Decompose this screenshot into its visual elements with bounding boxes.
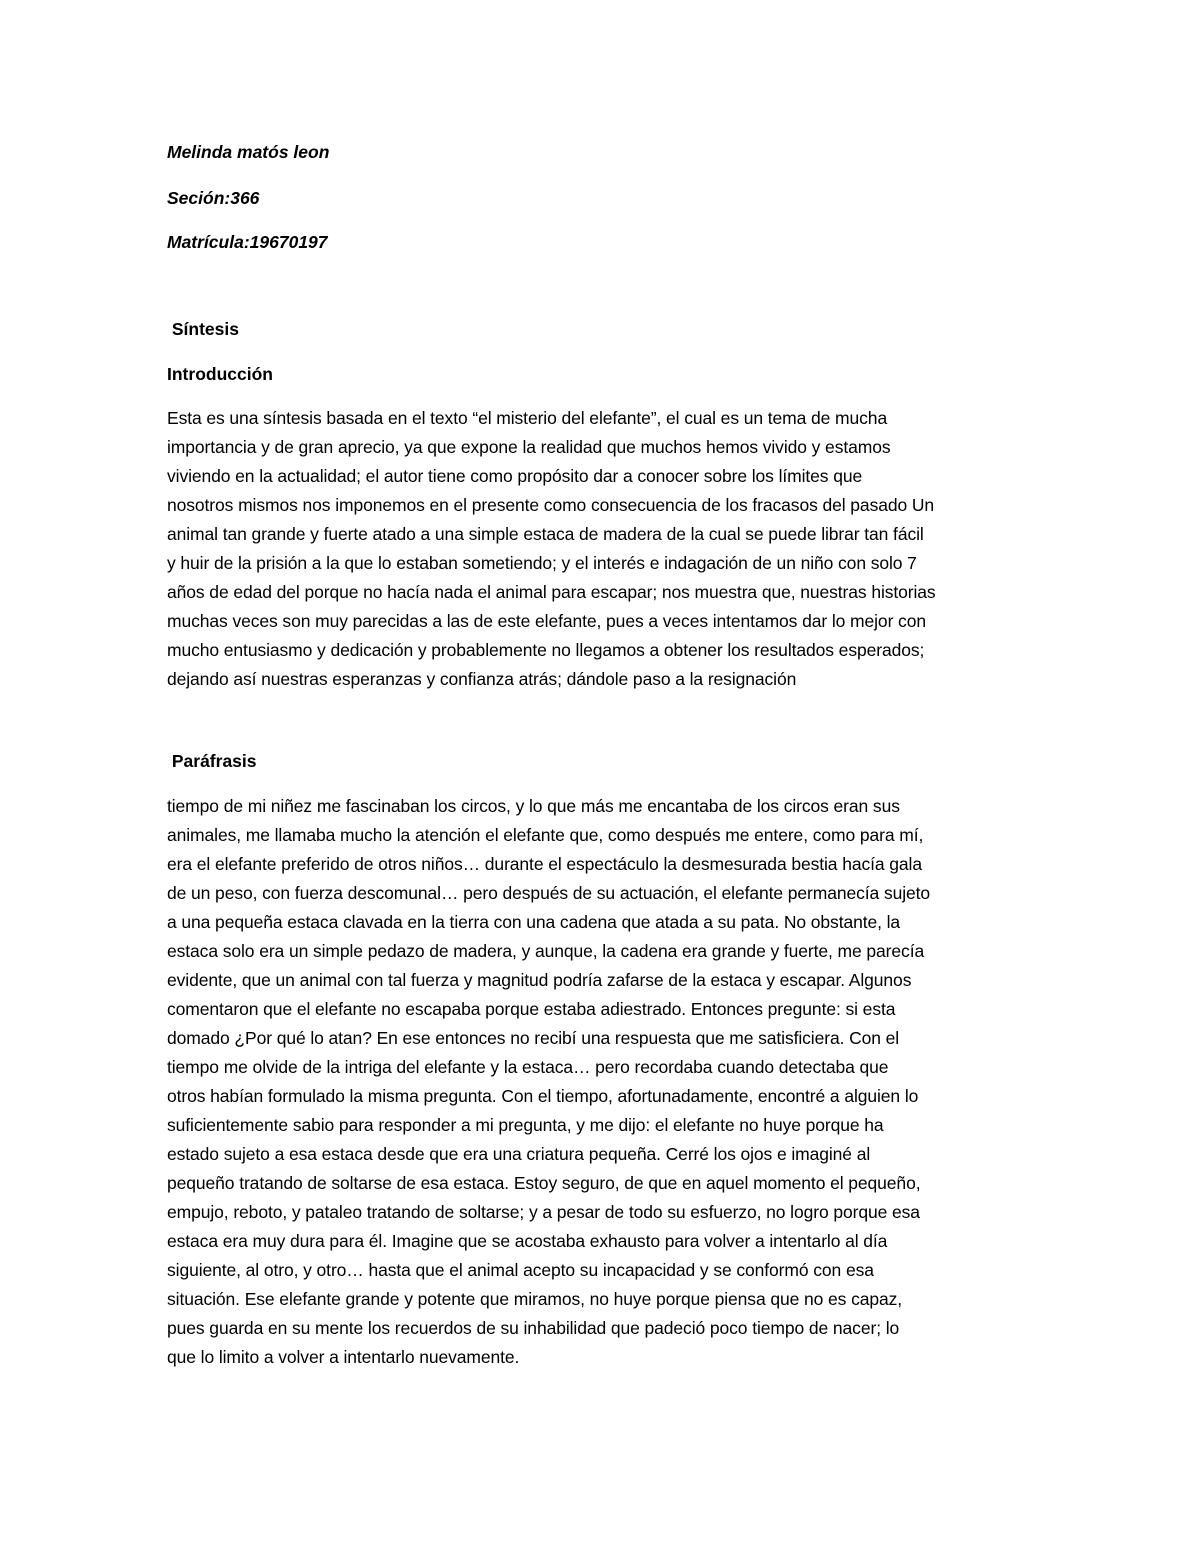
intro-line: años de edad del porque no hacía nada el animal para escapar; nos muestra que, nuestras historias — [167, 582, 936, 602]
paraphrase-line: era el elefante preferido de otros niños… durante el espectáculo la desmesurada bestia hacía gala — [167, 854, 922, 874]
paraphrase-line: domado ¿Por qué lo atan? En ese entonces no recibí una respuesta que me satisficiera. Con el — [167, 1028, 900, 1048]
paraphrase-line: a una pequeña estaca clavada en la tierra con una cadena que atada a su pata. No obstante, la — [167, 912, 901, 932]
intro-heading: Introducción — [167, 364, 273, 384]
paraphrase-line: comentaron que el elefante no escapaba porque estaba adiestrado. Entonces pregunte: si esta — [167, 999, 896, 1019]
intro-line: viviendo en la actualidad; el autor tiene como propósito dar a conocer sobre los límites que — [167, 466, 863, 486]
paraphrase-line: estaca solo era un simple pedazo de madera, y aunque, la cadena era grande y fuerte, me parecía — [167, 941, 925, 961]
intro-line: muchas veces son muy parecidas a las de este elefante, pues a veces intentamos dar lo mejor con — [167, 611, 926, 631]
intro-paragraph — [167, 404, 1047, 694]
paraphrase-line: situación. Ese elefante grande y potente que miramos, no huye porque piensa que no es capaz, — [167, 1289, 903, 1309]
paraphrase-line: suficientemente sabio para responder a mi pregunta, y me dijo: el elefante no huye porque ha — [167, 1115, 884, 1135]
intro-line: Esta es una síntesis basada en el texto “el misterio del elefante”, el cual es un tema de mucha — [167, 408, 888, 428]
paraphrase-line: siguiente, al otro, y otro… hasta que el animal acepto su incapacidad y se conformó con esa — [167, 1260, 874, 1280]
paraphrase-line: tiempo de mi niñez me fascinaban los circos, y lo que más me encantaba de los circos eran sus — [167, 796, 900, 816]
paraphrase-line: de un peso, con fuerza descomunal… pero después de su actuación, el elefante permanecía sujeto — [167, 883, 931, 903]
intro-line: y huir de la prisión a la que lo estaban sometiendo; y el interés e indagación de un niño con solo 7 — [167, 553, 917, 573]
intro-line: dejando así nuestras esperanzas y confianza atrás; dándole paso a la resignación — [167, 669, 797, 689]
intro-line: animal tan grande y fuerte atado a una simple estaca de madera de la cual se puede librar tan fácil — [167, 524, 924, 544]
intro-line: nosotros mismos nos imponemos en el presente como consecuencia de los fracasos del pasado Un — [167, 495, 935, 515]
paraphrase-paragraph — [167, 792, 1047, 1372]
paraphrase-line: pues guarda en su mente los recuerdos de su inhabilidad que padeció poco tiempo de nacer; lo — [167, 1318, 900, 1338]
paraphrase-line: tiempo me olvide de la intriga del elefante y la estaca… pero recordaba cuando detectaba que — [167, 1057, 889, 1077]
paraphrase-line: estado sujeto a esa estaca desde que era una criatura pequeña. Cerré los ojos e imaginé al — [167, 1144, 871, 1164]
paraphrase-line: animales, me llamaba mucho la atención el elefante que, como después me entere, como para mí, — [167, 825, 924, 845]
paraphrase-line: empujo, reboto, y pataleo tratando de soltarse; y a pesar de todo su esfuerzo, no logro porque esa — [167, 1202, 920, 1222]
intro-line: mucho entusiasmo y dedicación y probablemente no llegamos a obtener los resultados esperados; — [167, 640, 925, 660]
paraphrase-line: pequeño tratando de soltarse de esa estaca. Estoy seguro, de que en aquel momento el pequeño, — [167, 1173, 921, 1193]
document-title: Síntesis — [167, 319, 239, 339]
author-name: Melinda matós leon — [167, 142, 330, 162]
paraphrase-line: estaca era muy dura para él. Imagine que se acostaba exhausto para volver a intentarlo al día — [167, 1231, 888, 1251]
paraphrase-heading: Paráfrasis — [167, 751, 257, 771]
paraphrase-line: evidente, que un animal con tal fuerza y magnitud podría zafarse de la estaca y escapar. Algunos — [167, 970, 912, 990]
enrollment-number: Matrícula:19670197 — [167, 232, 328, 252]
intro-line: importancia y de gran aprecio, ya que expone la realidad que muchos hemos vivido y estamos — [167, 437, 891, 457]
paraphrase-line: que lo limito a volver a intentarlo nuevamente. — [167, 1347, 520, 1367]
section-number: Seción:366 — [167, 188, 260, 208]
paraphrase-line: otros habían formulado la misma pregunta. Con el tiempo, afortunadamente, encontré a alguien lo — [167, 1086, 919, 1106]
